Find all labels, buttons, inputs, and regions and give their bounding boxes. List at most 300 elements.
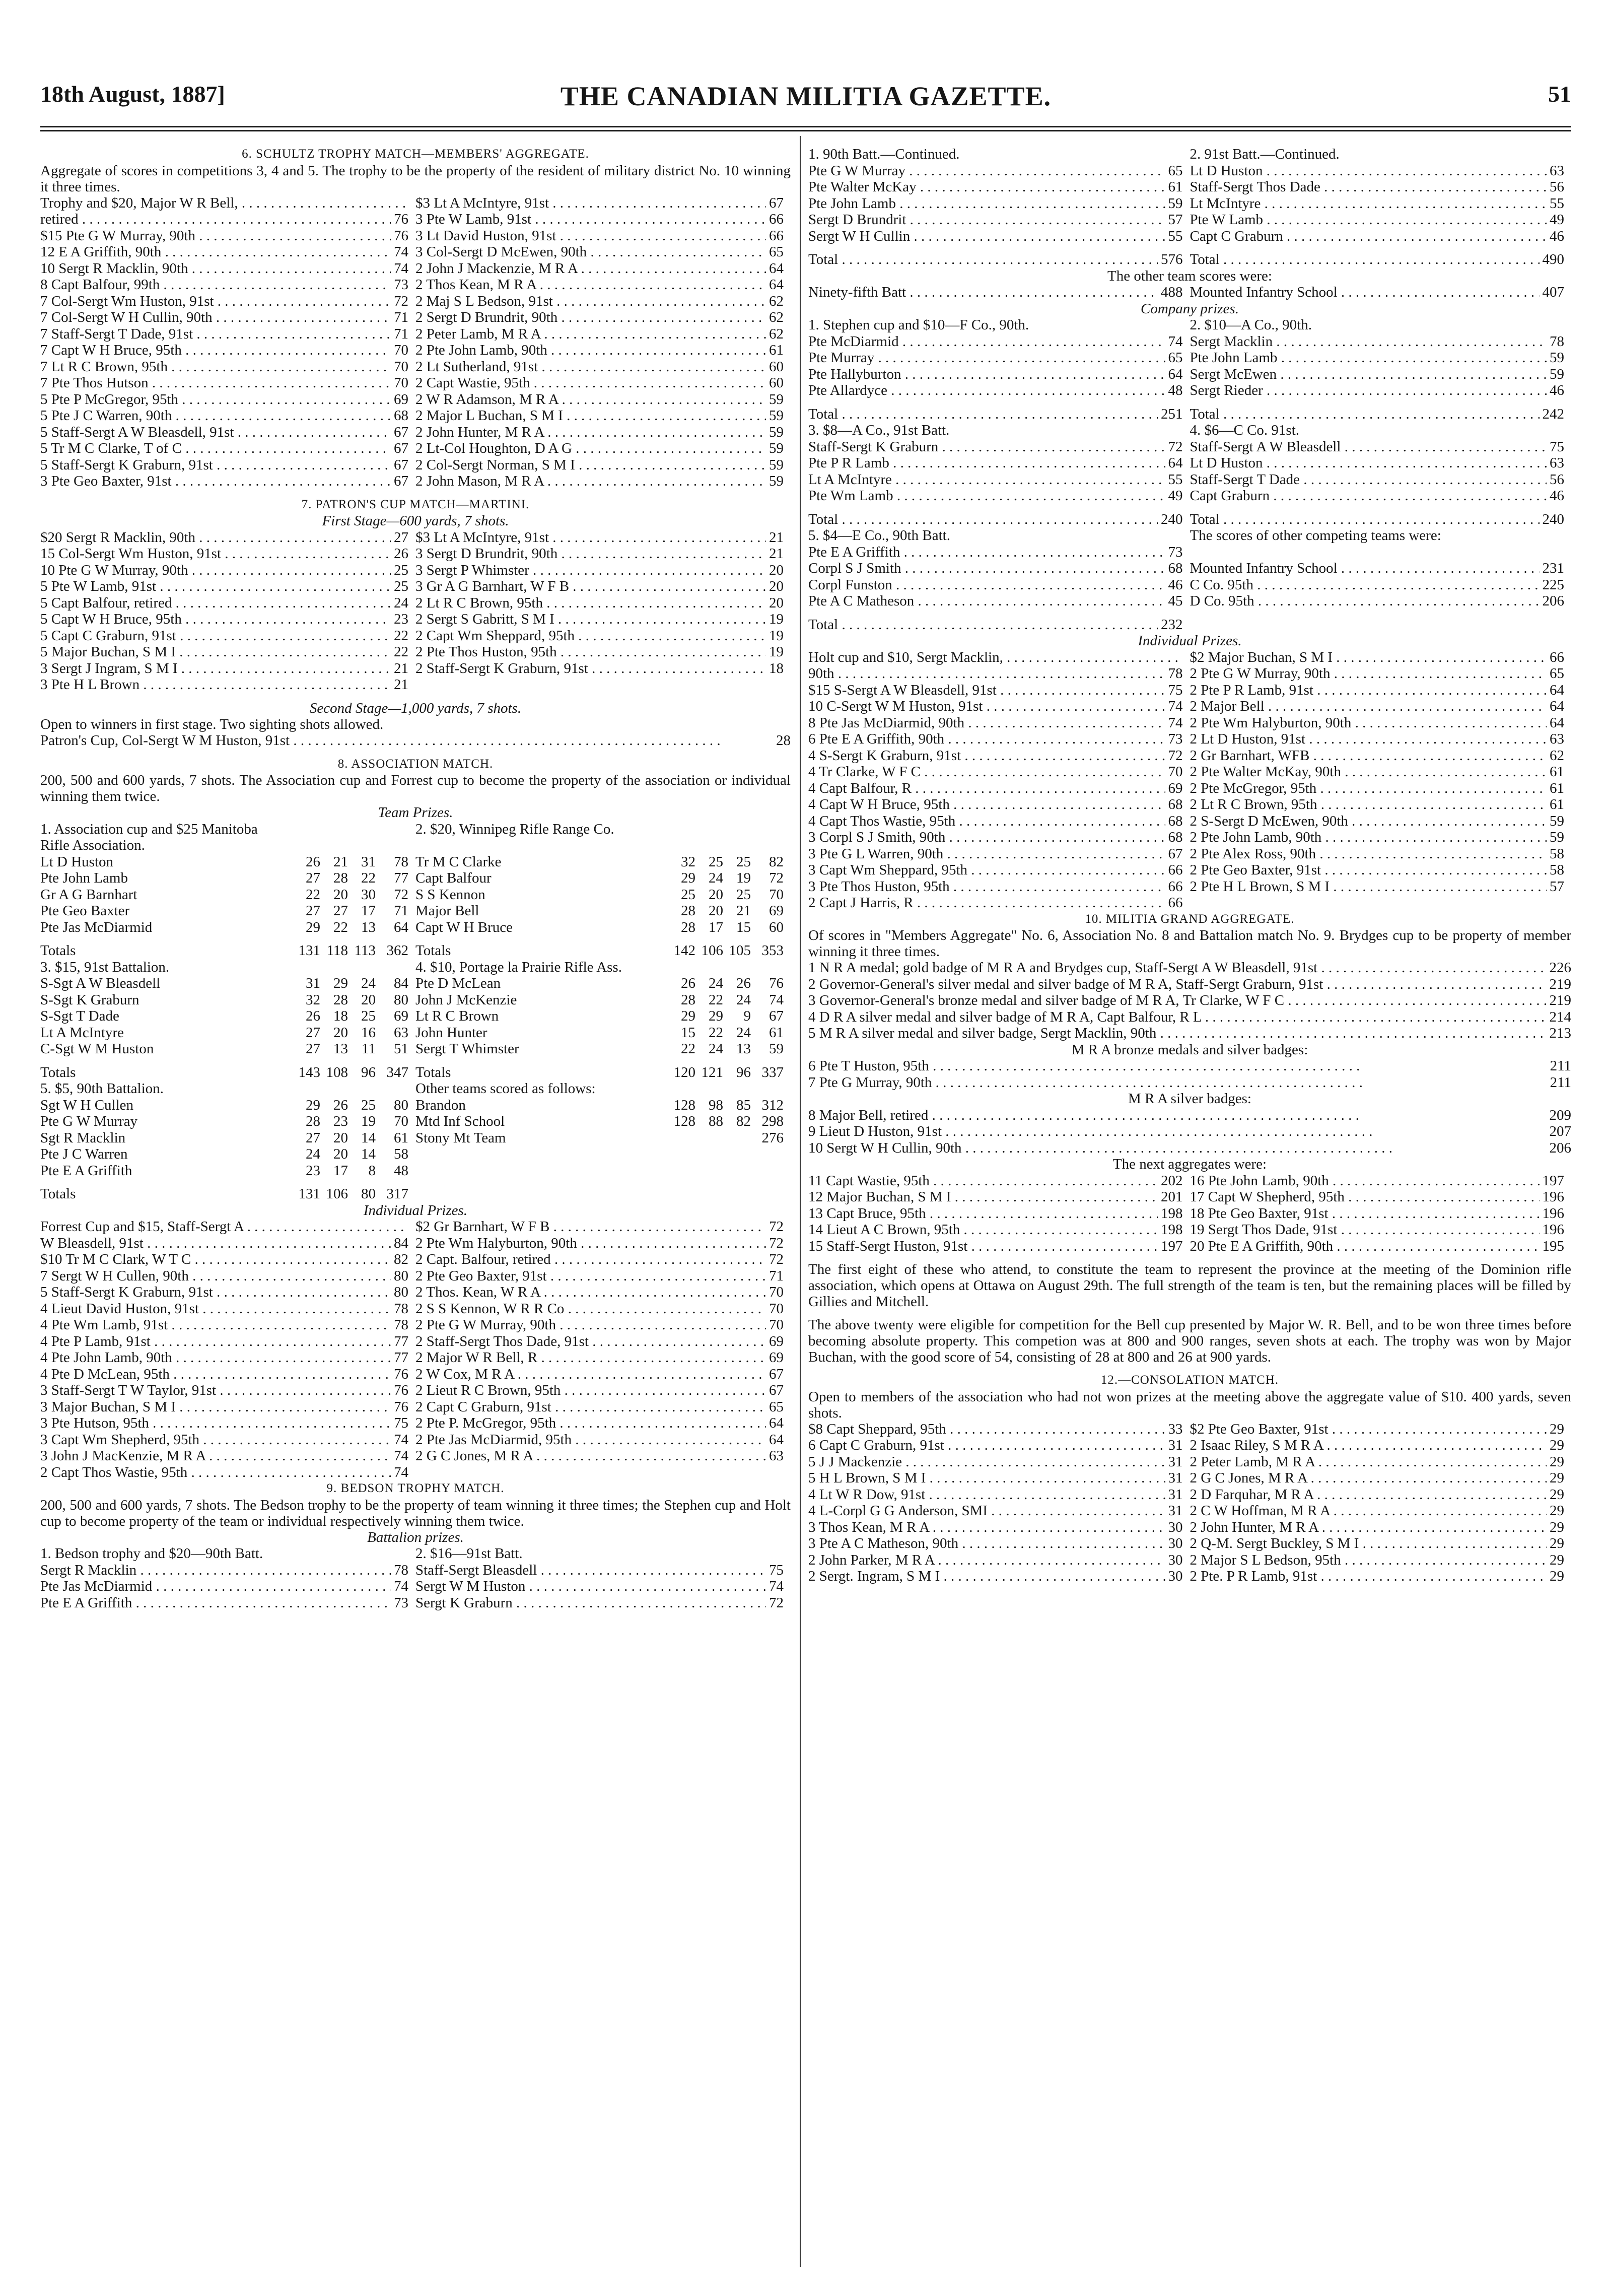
team-score-row [40,1146,791,1163]
entry-score: 251 [1161,406,1183,422]
right-cell [1190,333,1572,350]
left-cell [40,211,415,228]
score-line [415,408,784,424]
entry-name: Pte Murray . . . [808,350,1165,366]
entry-name: 2 Gr Barnhart, WFB . . . [1190,748,1547,764]
left-cell [808,382,1190,399]
entry-name: Mounted Infantry School . . . [1190,284,1540,301]
left-cell [808,780,1190,797]
left-cell [808,179,1190,195]
score-value: 48 [394,1162,408,1179]
entry-score: 240 [1161,511,1183,527]
entry-score: 21 [769,529,784,546]
entry-name: $2 Gr Barnhart, W F B . . . [415,1219,766,1235]
paired-row [40,424,791,441]
score-line [40,628,408,644]
entry-score: 67 [394,424,408,440]
paired-row [40,1562,791,1579]
score-line [1190,350,1565,366]
left-cell [40,1235,415,1252]
score-line [808,895,1183,911]
entry-score: 72 [769,1235,784,1251]
entry-score: 84 [394,1235,408,1251]
caption-right: The scores of other competing teams were: [1190,527,1441,544]
score-value: 71 [394,903,408,919]
score-value: 28 [681,903,695,919]
score-line [415,628,784,644]
score-value: 26 [736,975,751,991]
entry-name: 2 Pte Thos Huston, 95th . . . [415,644,766,660]
entry-name: 2 Lt Sutherland, 91st . . . [415,359,766,375]
left-cell [40,992,415,1008]
score-line [40,277,408,293]
score-line [40,578,408,595]
entry-name: 2 W R Adamson, M R A . . . [415,391,766,408]
right-cell [415,1146,791,1163]
left-cell [40,1163,415,1179]
entry-name: $2 Major Buchan, S M I . . . [1190,649,1547,666]
entry-name: 1 N R A medal; gold badge of M R A and Brydges cup, Staff-Sergt A W Bleasdell, 91st . . . [808,960,1547,976]
score-line [415,1301,784,1317]
subheading: Individual Prizes. [363,1202,468,1219]
entry-name: Staff-Sergt Bleasdell . . . [415,1562,766,1579]
caption-row [40,821,791,838]
right-cell [415,1008,791,1025]
score-line [415,326,784,343]
shooter-name: Pte E A Griffith [40,1162,132,1179]
entry-name: 2 Pte Jas McDiarmid, 95th . . . [415,1432,766,1448]
entry-name: 3 Col-Sergt D McEwen, 90th . . . [415,244,766,260]
score-line [808,284,1183,301]
entry-score: 63 [1550,162,1564,179]
caption-left: Rifle Association. [40,837,145,853]
score-value: 70 [769,886,784,903]
paired-row [808,1487,1571,1503]
entry-score: 29 [1550,1421,1564,1437]
score-line [40,732,791,749]
subheading: Battalion prizes. [367,1529,464,1545]
score-row [40,942,408,959]
shooter-name: Pte G W Murray [40,1113,138,1129]
paired-row [808,284,1571,301]
paired-row [808,731,1571,748]
entry-name: 5 M R A silver medal and silver badge, Sergt Macklin, 90th . . . [808,1025,1547,1042]
right-cell [1190,715,1572,731]
entry-score: 70 [394,342,408,358]
left-cell [40,1382,415,1399]
shooter-name: Pte Geo Baxter [40,903,130,919]
entry-score: 31 [1168,1453,1183,1470]
entry-name: 2 Pte H L Brown, S M I . . . [1190,879,1547,895]
entry-name: Total . . . [1190,511,1540,528]
entry-score: 19 [769,627,784,644]
entry-score: 60 [769,375,784,391]
score-row [40,919,408,936]
right-cell [415,1097,791,1114]
score-line [415,529,784,546]
entry-score: 202 [1161,1172,1183,1189]
left-cell [808,895,1190,911]
spacer [40,749,791,756]
right-cell [1190,350,1572,366]
paired-row [40,546,791,562]
entry-score: 196 [1542,1205,1564,1222]
shooter-name: John Hunter [415,1024,487,1041]
caption-row [40,959,791,976]
paired-row [808,698,1571,715]
score-line [40,1251,408,1268]
entry-score: 66 [1550,649,1564,665]
entry-name: Staff-Sergt K Graburn . . . [808,439,1165,455]
right-cell [1190,1487,1572,1503]
entry-score: 201 [1161,1189,1183,1205]
entry-name: 4 Pte D McLean, 95th . . . [40,1366,391,1383]
entry-name: 6 Capt C Graburn, 91st . . . [808,1437,1165,1454]
entry-name: Pte McDiarmid . . . [808,333,1165,350]
paired-row [808,488,1571,504]
entry-score: 31 [1168,1486,1183,1503]
left-cell [40,1008,415,1025]
shooter-name: Sgt W H Cullen [40,1097,134,1113]
entry-name: 3 Capt Wm Shepherd, 95th . . . [40,1432,391,1448]
paired-row [808,1454,1571,1470]
entry-score: 59 [769,456,784,473]
entry-score: 31 [1168,1503,1183,1519]
paired-row [40,1251,791,1268]
score-value: 26 [306,853,320,870]
paired-row [40,660,791,677]
paired-row [808,406,1571,423]
score-value: 22 [681,1041,695,1057]
entry-score: 73 [394,277,408,293]
entry-name: 2 Pte. P R Lamb, 91st . . . [1190,1568,1547,1585]
entry-score: 75 [1168,682,1183,698]
entry-score: 64 [1168,455,1183,471]
entry-name: Pte Hallyburton . . . [808,366,1165,383]
paragraph: The above twenty were eligible for competition for the Bell cup presented by Major W. R. Bell, and to be won three times before becoming absolute property. This competion was at 800 and 900 ranges, seven shots at each. The trophy was won by Major Buchan, with the good score of 54, consisting of 28 at 800 and 26 at 900 yards. [808,1317,1571,1365]
score-line [808,577,1183,593]
caption-right: 2. 91st Batt.—Continued. [1190,146,1340,162]
paired-row [808,649,1571,666]
entry-name: Patron's Cup, Col-Sergt W M Huston, 91st . . . [40,732,773,749]
score-line [1190,212,1565,228]
left-cell [40,919,415,936]
left-cell [40,1562,415,1579]
right-cell [1190,682,1572,699]
issue-date: 18th August, 1887] [40,81,225,107]
score-line [808,748,1183,764]
left-cell [40,1097,415,1114]
score-line [415,473,784,490]
left-cell [808,1205,1190,1222]
left-cell [808,1503,1190,1519]
entry-name: Pte E A Griffith . . . [808,544,1165,561]
score-line [1190,560,1565,577]
entry-name: Lt D Huston . . . [1190,455,1547,471]
score-line [808,1437,1183,1454]
score-value: 24 [736,991,751,1008]
left-cell [808,544,1190,561]
left-cell [808,1470,1190,1487]
entry-score: 407 [1542,284,1564,300]
score-line [40,440,408,457]
entry-score: 72 [769,1594,784,1611]
entry-score: 29 [1550,1437,1564,1453]
right-cell [415,887,791,903]
entry-name: Capt C Graburn . . . [1190,228,1547,245]
entry-name: 2 Maj S L Bedson, 91st . . . [415,293,766,310]
score-line [1190,333,1565,350]
right-cell [415,1595,791,1611]
entry-score: 70 [394,358,408,375]
left-cell [40,473,415,490]
score-line [1190,1222,1565,1238]
entry-score: 71 [394,325,408,342]
right-cell [415,1064,791,1081]
entry-name: 2 G C Jones, M R A . . . [415,1448,766,1464]
entry-score: 19 [769,644,784,660]
shooter-name: Capt Balfour [415,870,492,886]
team-score-row [40,919,791,936]
entry-name: Pte W Lamb . . . [1190,212,1547,228]
score-line [1190,455,1565,471]
score-line [808,862,1183,879]
right-cell [1190,617,1572,633]
right-cell [415,644,791,660]
entry-score: 209 [1549,1107,1571,1123]
score-value: 27 [306,1024,320,1041]
spacer [808,244,1571,251]
score-line [808,1009,1571,1026]
entry-name: 2 Pte Alex Ross, 90th . . . [1190,846,1547,862]
left-cell [40,457,415,474]
entry-score: 59 [1168,195,1183,212]
entry-score: 64 [1550,682,1564,698]
paired-row [808,764,1571,780]
entry-name: 2 John Parker, M R A . . . [808,1552,1165,1569]
paired-row [40,473,791,490]
score-line [808,593,1183,610]
right-cell [415,391,791,408]
right-cell [1190,382,1572,399]
right-cell [415,1382,791,1399]
left-cell [808,1535,1190,1552]
left-cell [40,359,415,375]
score-value: 9 [743,1008,751,1024]
left-cell [808,862,1190,879]
score-value: 142 [673,942,695,959]
right-cell [415,1317,791,1333]
entry-score: 77 [394,1349,408,1366]
score-line [1190,731,1565,748]
entry-name: $8 Capt Sheppard, 95th . . . [808,1421,1165,1438]
score-line [808,1222,1183,1238]
score-line [1190,471,1565,488]
left-cell [808,560,1190,577]
entry-name: $2 Pte Geo Baxter, 91st . . . [1190,1421,1547,1438]
score-line [40,1415,408,1432]
paired-row [808,1173,1571,1189]
paired-row [808,577,1571,593]
right-cell [415,260,791,277]
score-line [40,457,408,474]
right-cell [415,424,791,441]
entry-name: 2 Q-M. Sergt Buckley, S M I . . . [1190,1535,1547,1552]
entry-score: 61 [1550,796,1564,813]
paired-row [40,562,791,579]
score-value: 26 [306,1008,320,1024]
spacer [808,1365,1571,1372]
score-line [808,992,1571,1009]
entry-score: 66 [769,227,784,244]
entry-score: 198 [1161,1222,1183,1238]
score-value: 72 [769,870,784,886]
entry-score: 198 [1161,1205,1183,1222]
score-value: 69 [769,903,784,919]
entry-score: 30 [1168,1519,1183,1535]
entry-name: 5 Staff-Sergt K Graburn, 91st . . . [40,457,391,474]
score-value: 27 [306,903,320,919]
entry-score: 219 [1549,976,1571,992]
paired-row [40,440,791,457]
entry-name: 3 Staff-Sergt T W Taylor, 91st . . . [40,1382,391,1399]
left-cell [808,195,1190,212]
score-row [415,887,784,903]
left-cell [40,1041,415,1057]
score-row [40,854,408,870]
score-line [415,1448,784,1464]
entry-score: 74 [394,1578,408,1594]
entry-score: 78 [394,1562,408,1578]
score-line [415,375,784,391]
entry-name: 4 Capt Thos Wastie, 95th . . . [808,813,1165,830]
score-line [808,715,1183,731]
score-line [40,391,408,408]
entry-name: Pte Jas McDiarmid . . . [40,1578,391,1595]
paired-row [808,796,1571,813]
spacer [40,1179,791,1186]
score-value: 58 [394,1146,408,1162]
entry-name: Pte A C Matheson . . . [808,593,1165,610]
score-value: 14 [361,1146,376,1162]
entry-name: Total . . . [808,511,1158,528]
score-row [415,1008,784,1025]
left-cell [40,1130,415,1146]
score-value: 27 [333,903,348,919]
entry-name: 3 Gr A G Barnhart, W F B . . . [415,578,766,595]
paired-row [808,195,1571,212]
score-row [40,1041,408,1057]
score-line [415,228,784,244]
score-value: 85 [736,1097,751,1113]
entry-score: 213 [1549,1025,1571,1041]
entry-score: 60 [769,358,784,375]
score-value: 131 [298,942,320,959]
score-line [1190,406,1565,423]
entry-name: Holt cup and $10, Sergt Macklin, . . . [808,649,1180,666]
entry-name: 2 Isaac Riley, S M R A . . . [1190,1437,1547,1454]
score-line [415,1268,784,1285]
score-value: 61 [394,1129,408,1146]
right-cell [1190,1470,1572,1487]
entry-name: 8 Capt Balfour, 99th . . . [40,277,391,293]
score-line [808,1568,1183,1585]
score-value: 82 [736,1113,751,1129]
entry-name: Trophy and $20, Major W R Bell, . . . [40,195,405,212]
score-line [415,1432,784,1448]
right-cell [415,1448,791,1464]
score-value: 24 [306,1146,320,1162]
paired-row [808,1519,1571,1536]
score-line [808,1025,1571,1042]
score-line [808,1205,1183,1222]
paired-row [40,309,791,326]
entry-name: W Bleasdell, 91st . . . [40,1235,391,1252]
score-value: 20 [709,886,723,903]
entry-name: 2 Lieut R C Brown, 95th . . . [415,1382,766,1399]
right-cell [1190,179,1572,195]
entry-score: 66 [1168,895,1183,911]
score-line [1190,649,1565,666]
entry-score: 68 [1168,829,1183,845]
paired-row [808,1503,1571,1519]
score-row [415,1064,784,1081]
left-cell [40,1146,415,1163]
left-cell [40,562,415,579]
paired-row [40,1432,791,1448]
entry-name: 3 Corpl S J Smith, 90th . . . [808,829,1165,846]
entry-score: 71 [394,309,408,325]
score-line [1190,511,1565,528]
score-line [808,1470,1183,1487]
label-line: The next aggregates were: [1112,1156,1267,1172]
score-value: 64 [394,919,408,935]
caption-row [808,527,1571,544]
left-cell [808,593,1190,610]
entry-score: 22 [394,644,408,660]
label-line: M R A bronze medals and silver badges: [1071,1041,1308,1058]
entry-name: 2 Capt Wm Sheppard, 95th . . . [415,628,766,644]
team-score-row [40,870,791,887]
score-line [415,1578,784,1595]
entry-name: 2 Pte Walter McKay, 90th . . . [1190,764,1547,780]
score-value: 59 [769,1041,784,1057]
left-cell [40,293,415,310]
paired-row [808,333,1571,350]
right-cell [415,1464,791,1481]
score-value: 298 [761,1113,784,1129]
score-line [415,1415,784,1432]
paired-row [40,375,791,391]
left-cell [40,1366,415,1383]
score-value: 22 [306,886,320,903]
score-value: 23 [333,1113,348,1129]
score-value: 70 [394,1113,408,1129]
entry-score: 73 [1168,544,1183,560]
entry-name: 4 Pte John Lamb, 90th . . . [40,1349,391,1366]
entry-name: 3 Pte Geo Baxter, 91st . . . [40,473,391,490]
entry-name: Staff-Sergt Thos Dade . . . [1190,179,1547,195]
entry-name: 9 Lieut D Huston, 91st . . . [808,1123,1547,1140]
score-value: 22 [361,870,376,886]
score-line [40,660,408,677]
left-cell [808,1487,1190,1503]
paired-row [40,211,791,228]
left-cell [40,529,415,546]
score-value: 60 [769,919,784,935]
right-cell [1190,1173,1572,1189]
paired-row [40,1284,791,1301]
